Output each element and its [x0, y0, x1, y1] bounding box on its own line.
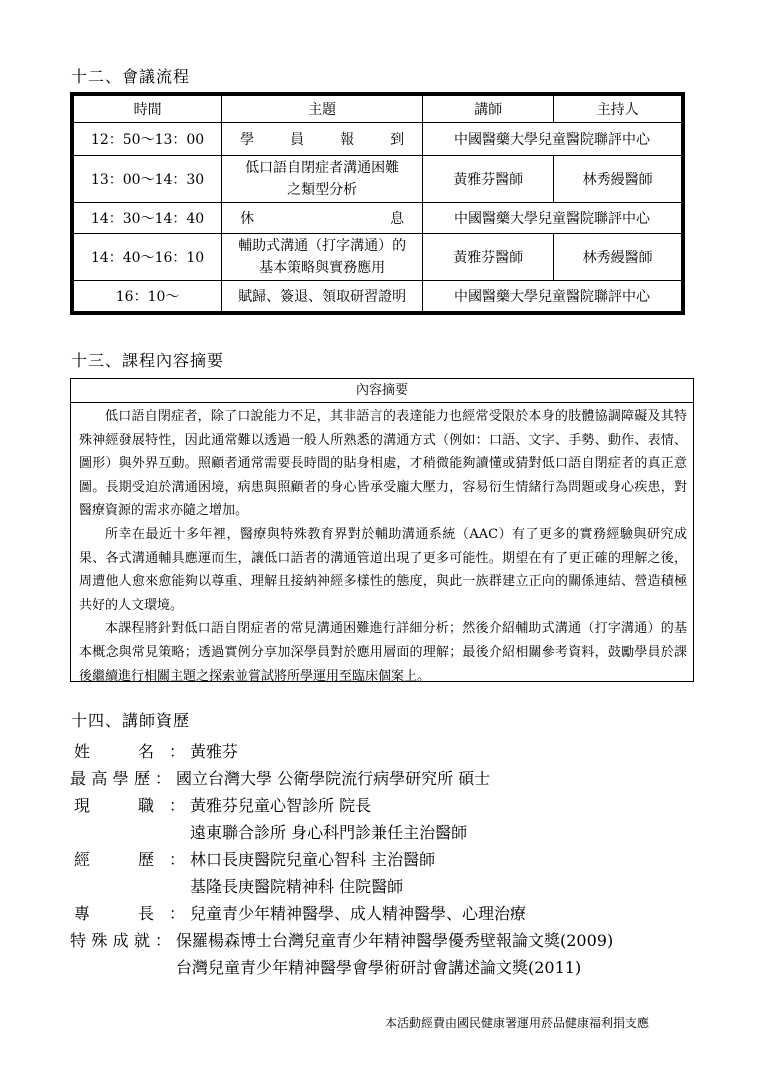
bio-label-char: 職 — [137, 796, 154, 815]
table-row — [72, 123, 683, 156]
bio-label — [70, 846, 164, 900]
topic-cell — [222, 156, 423, 203]
bio-label-char: 最 — [70, 769, 87, 788]
summary-paragraph: 本課程將針對低口語自閉症者的常見溝通困難進行詳細分析；然後介紹輔助式溝通（打字溝通）的基本概念與常見策略；透過實例分享加深學員對於應用層面的理解；最後介紹相關參考資料，鼓勵學員於課後繼續進行相關主題之探索並嘗試將所學運用至臨床個案上。 — [79, 621, 687, 684]
bio-values — [190, 738, 238, 765]
bio-label-char: 高 — [91, 769, 108, 788]
topic-char: 員 — [290, 132, 305, 148]
time-cell: 14：40～16：10 — [72, 234, 222, 281]
topic-line-1: 輔助式溝通（打字溝通）的 — [238, 238, 407, 254]
bio-label-char: 殊 — [91, 931, 108, 950]
bio-colon: ： — [154, 931, 171, 950]
speaker-bio — [70, 738, 690, 981]
bio-values — [190, 792, 467, 846]
topic-char: 報 — [340, 132, 355, 148]
table-row — [72, 234, 683, 281]
bio-label — [70, 900, 164, 927]
section-heading-12: 十二、會議流程 — [71, 67, 191, 86]
bio-colon: ： — [168, 850, 185, 869]
bio-label-char: 學 — [112, 769, 129, 788]
bio-values — [176, 927, 613, 981]
bio-row — [70, 738, 690, 765]
bio-colon: ： — [168, 742, 185, 761]
bio-label-char: 成 — [112, 931, 129, 950]
bio-value: 基隆長庚醫院精神科 住院醫師 — [190, 877, 404, 896]
col-header-topic: 主題 — [222, 94, 423, 123]
bio-row — [70, 927, 690, 981]
bio-value: 遠東聯合診所 身心科門診兼任主治醫師 — [190, 823, 468, 842]
bio-values — [190, 900, 526, 927]
merged-cell: 中國醫藥大學兒童醫院聯評中心 — [423, 123, 683, 156]
bio-value: 黃雅芬兒童心智診所 院長 — [190, 796, 372, 815]
topic-line-2: 之類型分析 — [287, 182, 358, 198]
summary-body — [71, 403, 693, 688]
bio-values — [176, 765, 490, 792]
bio-row — [70, 765, 690, 792]
bio-label-char: 現 — [74, 796, 91, 815]
host-cell: 林秀縵醫師 — [554, 234, 683, 281]
bio-value: 國立台灣大學 公衛學院流行病學研究所 碩士 — [176, 769, 491, 788]
bio-row — [70, 846, 690, 900]
bio-label — [70, 792, 164, 846]
bio-label-char: 就 — [133, 931, 150, 950]
bio-value: 保羅楊森博士台灣兒童青少年精神醫學優秀壁報論文獎(2009) — [176, 931, 614, 950]
bio-colon: ： — [168, 796, 185, 815]
topic-line-1: 低口語自閉症者溝通困難 — [245, 160, 400, 176]
table-row — [72, 156, 683, 203]
bio-colon: ： — [168, 904, 185, 923]
time-cell: 13：00～14：30 — [72, 156, 222, 203]
topic-char: 學 — [240, 132, 255, 148]
summary-paragraph: 所幸在最近十多年裡，醫療與特殊教育界對於輔助溝通系統（AAC）有了更多的實務經驗與研究成果、各式溝通輔具應運而生，讓低口語者的溝通管道出現了更多可能性。期望在有了更正確的理解之後，周遭他人愈來愈能夠以尊重、理解且接納神經多樣性的態度，與此一族群建立正向的關係連結、營造積極共好的人文環境。 — [79, 526, 687, 613]
time-cell: 12：50～13：00 — [72, 123, 222, 156]
bio-label-char: 經 — [74, 850, 91, 869]
topic-cell — [222, 203, 423, 234]
topic-char: 息 — [390, 211, 405, 227]
summary-header: 內容摘要 — [71, 379, 693, 403]
speaker-cell: 黃雅芬醫師 — [423, 156, 554, 203]
table-row — [72, 281, 683, 314]
topic-cell — [222, 234, 423, 281]
bio-value: 黃雅芬 — [190, 742, 239, 761]
bio-value: 台灣兒童青少年精神醫學會學術研討會講述論文獎(2011) — [176, 958, 582, 977]
bio-label-char: 姓 — [74, 742, 91, 761]
topic-char: 到 — [390, 132, 405, 148]
bio-label-char: 歷 — [133, 769, 150, 788]
col-header-host: 主持人 — [554, 94, 683, 123]
bio-colon: ： — [154, 769, 171, 788]
col-header-time: 時間 — [72, 94, 222, 123]
bio-label — [70, 927, 150, 981]
topic-cell: 賦歸、簽退、領取研習證明 — [222, 281, 423, 314]
summary-paragraph: 低口語自閉症者，除了口說能力不足，其非語言的表達能力也經常受限於本身的肢體協調障礙及其特殊神經發展特性，因此通常難以透過一般人所熟悉的溝通方式（例如：口語、文字、手勢、動作、表情、圖形）與外界互動。照顧者通常需要長時間的貼身相處，才稍微能夠讀懂或猜對低口語自閉症者的真正意圖。長期受迫於溝通困境，病患與照顧者的身心皆承受龐大壓力，容易衍生情緒行為問題或身心疾患，對醫療資源的需求亦隨之增加。 — [79, 409, 687, 519]
topic-char: 休 — [240, 211, 255, 227]
schedule-table — [70, 92, 685, 315]
section-heading-13: 十三、課程內容摘要 — [71, 351, 225, 370]
col-header-speaker: 講師 — [423, 94, 554, 123]
bio-label-char: 長 — [137, 904, 154, 923]
bio-values — [190, 846, 435, 900]
topic-cell — [222, 123, 423, 156]
funding-footer: 本活動經費由國民健康署運用菸品健康福利捐支應 — [385, 1016, 650, 1030]
bio-label-char: 名 — [137, 742, 154, 761]
summary-box — [70, 378, 694, 682]
bio-label-char: 特 — [70, 931, 87, 950]
speaker-cell: 黃雅芬醫師 — [423, 234, 554, 281]
time-cell: 16：10～ — [72, 281, 222, 314]
topic-line-2: 基本策略與實務應用 — [259, 260, 386, 276]
bio-label — [70, 765, 150, 792]
bio-label-char: 專 — [74, 904, 91, 923]
bio-label — [70, 738, 164, 765]
table-row — [72, 203, 683, 234]
host-cell: 林秀縵醫師 — [554, 156, 683, 203]
section-heading-14: 十四、講師資歷 — [71, 711, 191, 730]
merged-cell: 中國醫藥大學兒童醫院聯評中心 — [423, 203, 683, 234]
bio-value: 林口長庚醫院兒童心智科 主治醫師 — [190, 850, 436, 869]
merged-cell: 中國醫藥大學兒童醫院聯評中心 — [423, 281, 683, 314]
time-cell: 14：30～14：40 — [72, 203, 222, 234]
bio-row — [70, 792, 690, 846]
bio-label-char: 歷 — [137, 850, 154, 869]
bio-row — [70, 900, 690, 927]
bio-value: 兒童青少年精神醫學、成人精神醫學、心理治療 — [190, 904, 527, 923]
